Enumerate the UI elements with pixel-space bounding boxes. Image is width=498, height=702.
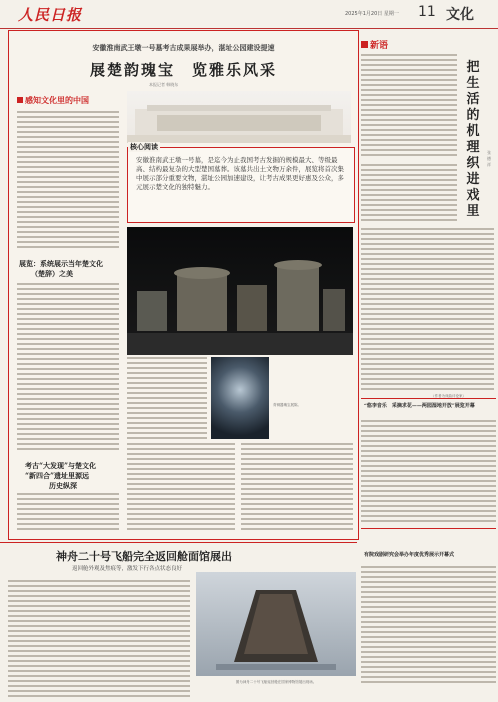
column-heading-text: 感知文化里的中国 — [25, 96, 89, 105]
special-byline: 本报记者 韩晓东 — [149, 82, 179, 87]
divider — [361, 398, 496, 399]
section-subhead-2: （楚辞）之美 — [31, 269, 73, 278]
square-bullet-icon — [17, 97, 23, 103]
bottom-headline: 神舟二十号飞船完全返回舱面馆展出 — [56, 550, 232, 563]
vase-caption: 青铜器瑰宝展陈。 — [273, 403, 301, 407]
section-subhead-1: 展览：系统展示当年楚文化 — [19, 259, 103, 268]
issue-date: 2025年1月20日 星期一 — [345, 11, 399, 17]
divider — [361, 528, 496, 529]
vase-photo — [211, 357, 269, 439]
special-report-box — [8, 30, 359, 540]
commentary-text-b — [361, 164, 457, 224]
bronze-vessels-photo — [127, 227, 353, 355]
capsule-photo — [196, 572, 356, 676]
article-text-col1c — [17, 493, 119, 533]
masthead — [0, 0, 498, 29]
museum-building-photo — [127, 91, 351, 143]
square-bullet-icon — [361, 41, 368, 48]
section-name: 文化 — [446, 7, 474, 23]
article-text-col1a — [17, 111, 119, 251]
commentary-author: 张德祥 — [487, 150, 491, 167]
bottom-article-text — [8, 580, 190, 698]
capsule-illustration — [196, 572, 356, 676]
brief-title-text: 新语 — [370, 41, 389, 51]
news-text-1 — [361, 420, 496, 524]
section-subhead-5: 历史纵深 — [49, 481, 77, 490]
core-reading-heading: 核心阅读 — [130, 142, 158, 151]
article-text-col3 — [241, 443, 353, 533]
capsule-caption: 图为神舟二十号飞船返回舱在国家博物馆展出现场。 — [235, 680, 317, 684]
news-text-2 — [361, 566, 496, 684]
commentary-vertical-title: 把生活的机理织进戏里 — [466, 60, 480, 219]
core-reading-text: 安徽淮南武王墩一号墓，是迄今为止我国考古发掘的规模最大、等级最高、结构最复杂的大型楚国墓葬。该墓共出土文物万余件，展览将首次集中展示部分重要文物，湛址公园加速建设，让考古成果更好惠及公众，多元展示楚文化的独特魅力。 — [136, 156, 344, 191]
article-text-col2b — [127, 443, 235, 533]
commentary-footer: （作者为戏曲评论家） — [431, 394, 466, 398]
news-headline-1: “悠李音乐 采摘求花——两园湿地开放”展览开幕 — [364, 403, 475, 409]
section-subhead-3: 考古“大发现”与楚文化 — [25, 461, 97, 470]
section-subhead-4: “新四合”遗址里源远 — [25, 471, 90, 480]
brief-title — [361, 38, 388, 51]
news-headline-2: 有院戏剧研究会举办年度优秀展示开幕式 — [364, 552, 455, 558]
page-number: 11 — [418, 4, 436, 20]
divider — [0, 542, 357, 543]
commentary-text-a — [361, 54, 457, 158]
commentary-text-c — [361, 228, 494, 392]
special-title: 展楚韵瑰宝 览雅乐风采 — [89, 61, 277, 79]
museum-building-illustration — [127, 91, 351, 143]
special-subtitle: 安徽淮南武王墩一号墓考古成果展举办，湛址公园建设提速 — [92, 43, 275, 52]
article-text-col2a — [127, 357, 207, 439]
column-heading — [17, 95, 89, 107]
article-text-col1b — [17, 283, 119, 453]
newspaper-logo: 人民日报 — [18, 6, 83, 24]
bronze-vessels-illustration — [127, 227, 353, 355]
core-reading-box — [127, 142, 355, 223]
bottom-subheadline: 返回舱外观及焦痕等，激发下行各点状态良好 — [72, 566, 183, 572]
